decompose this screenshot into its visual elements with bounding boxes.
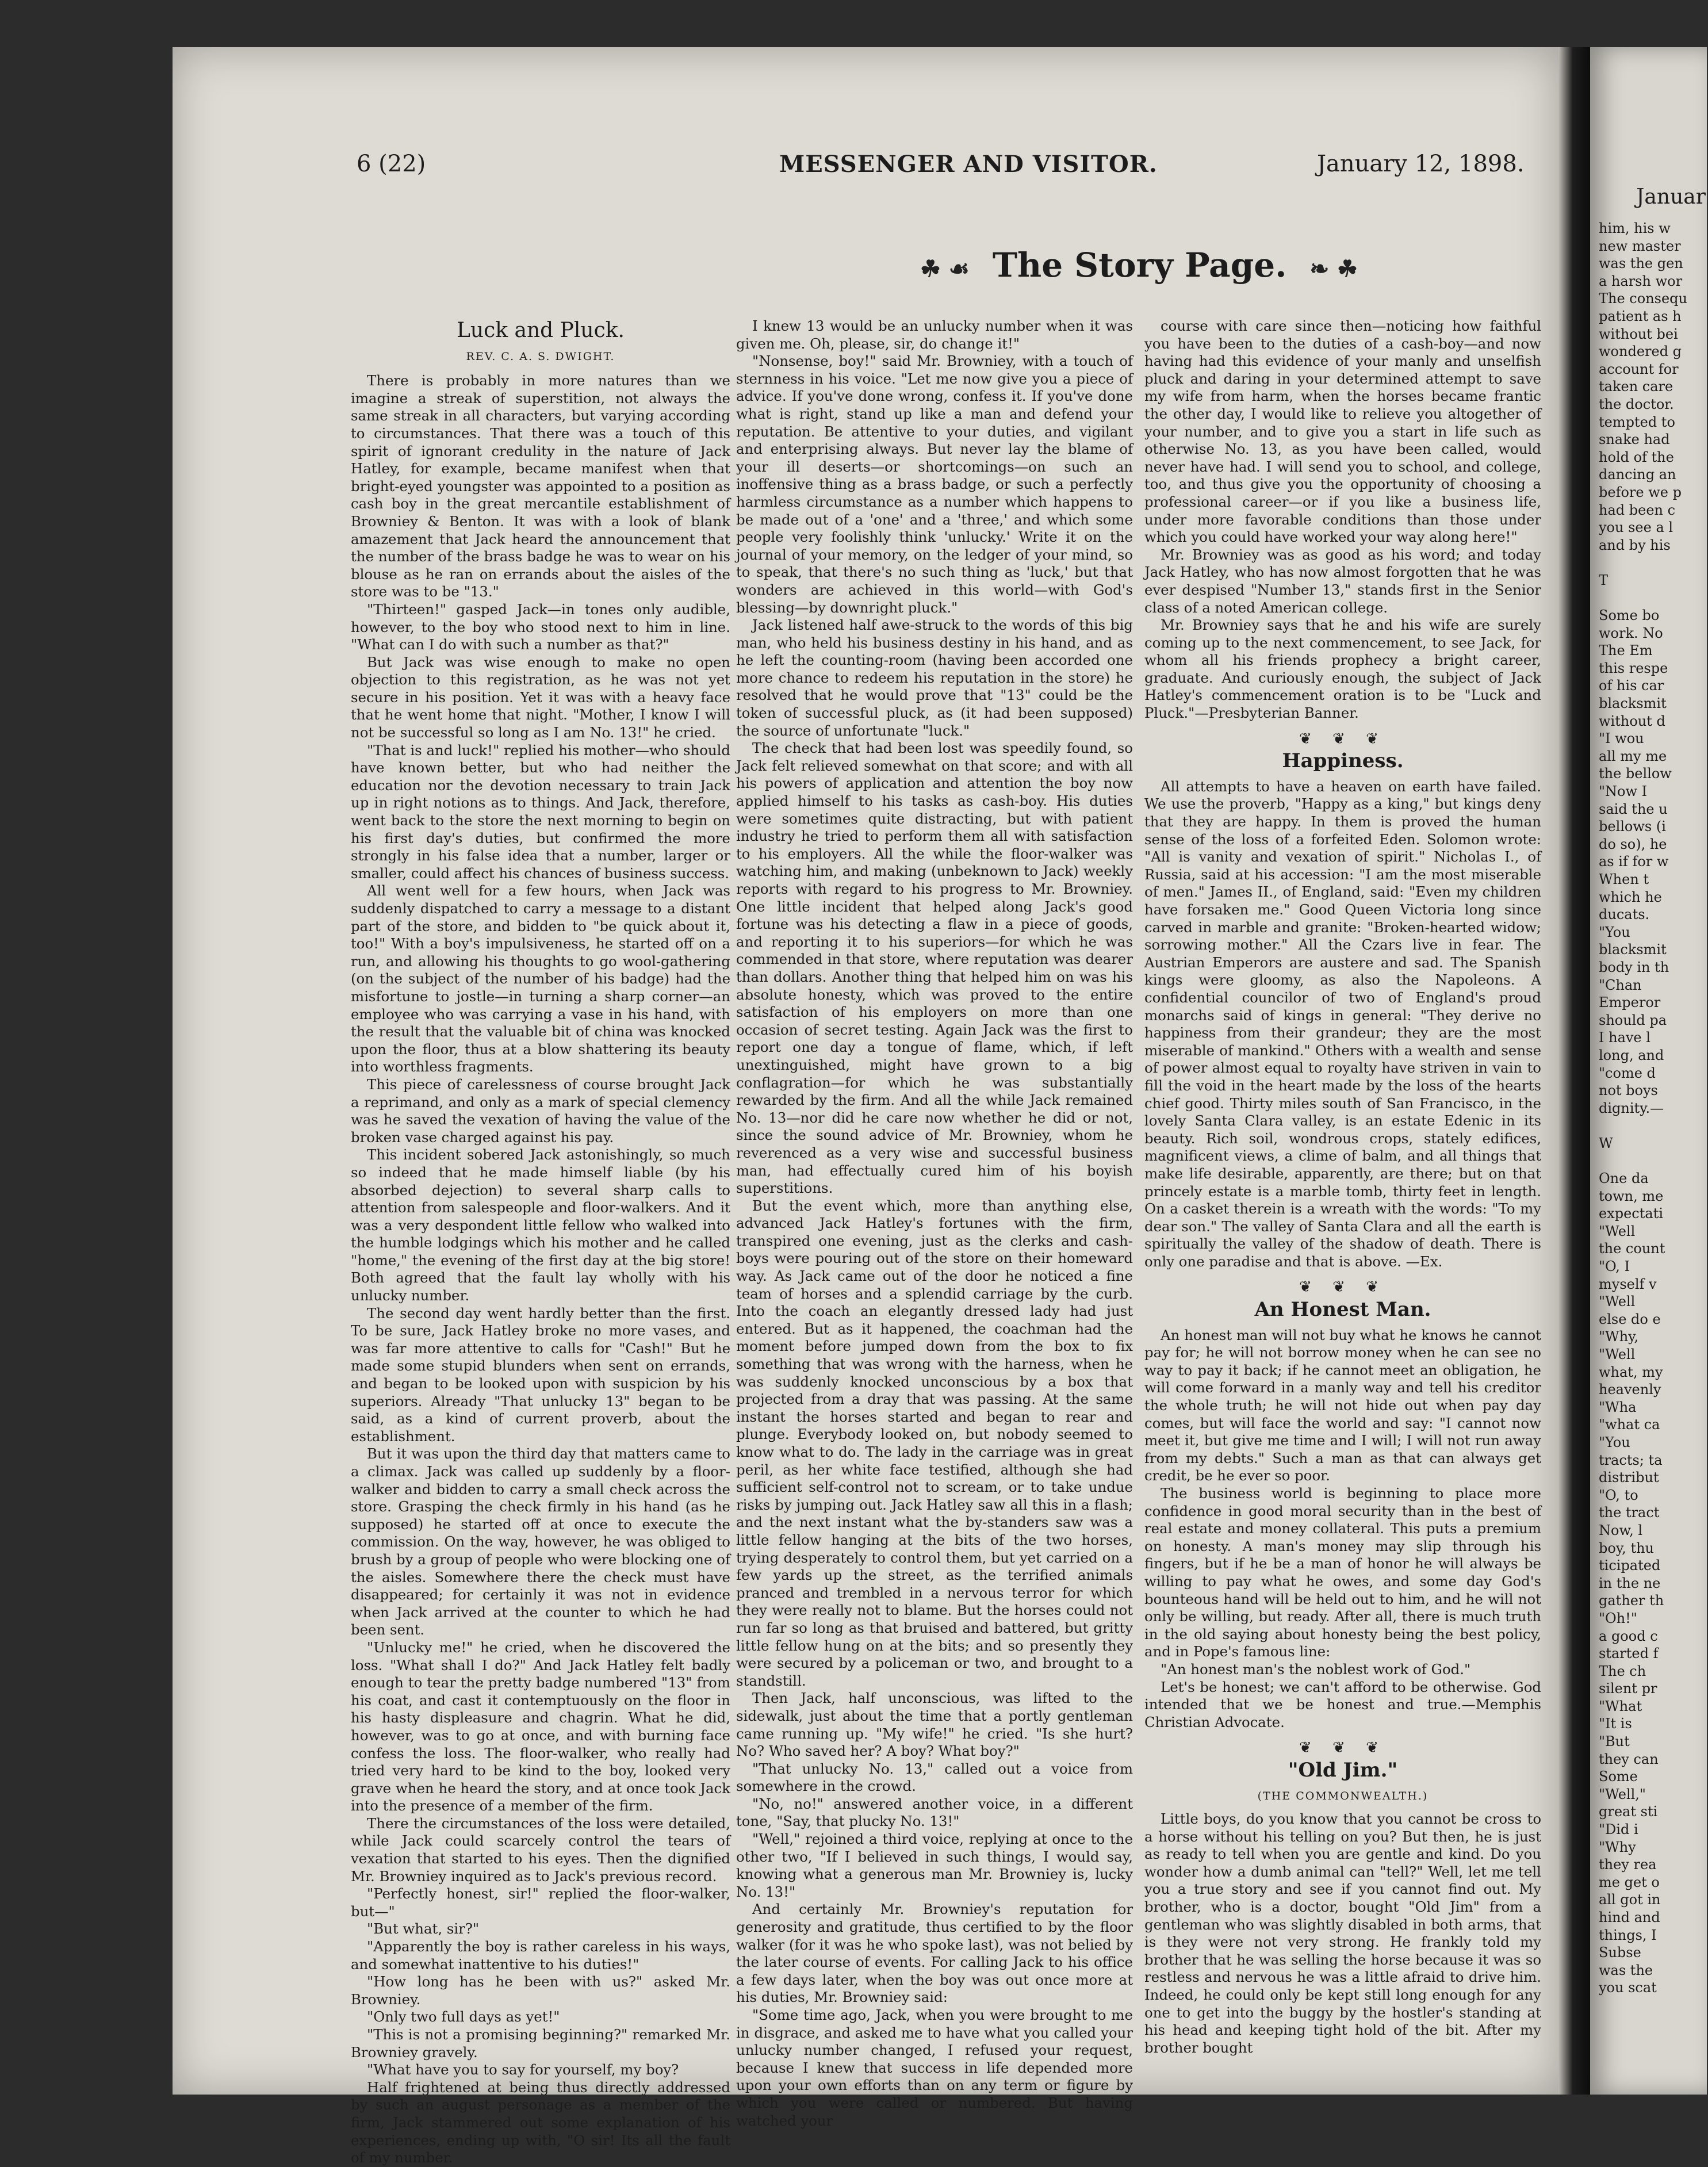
text-line-fragment: "You — [1599, 1434, 1630, 1450]
text-line-fragment: account for — [1599, 361, 1679, 377]
text-line-fragment: and by his — [1599, 537, 1671, 553]
paragraph: But Jack was wise enough to make no open objection to this registration, as he was not yet secure in his position. Yet it was with a heavy face that he went home that night. "Mother, I know I will not be successful so long as I am No. 13!" he cried. — [351, 653, 730, 741]
paragraph: "What have you to say for yourself, my boy? — [367, 2061, 679, 2078]
happiness-body — [1144, 778, 1541, 1271]
text-line-fragment: new master — [1599, 238, 1681, 254]
text-line-fragment: myself v — [1599, 1276, 1657, 1292]
text-line-fragment: said the u — [1599, 801, 1668, 817]
paragraph: This incident sobered Jack astonishingly, so much so indeed that he made himself liable (by his absorbed dejection) to several sharp calls to attention from salespeople and floor-walkers. And it was a very despondent little fellow who walked into the humble lodgings which his mother and he called "home," the evening of the first day at the big store! Both agreed that the fault lay wholly with his unlucky number. — [351, 1146, 730, 1304]
adjacent-page-text — [1599, 220, 1708, 1997]
paper-title: MESSENGER AND VISITOR. — [779, 151, 1158, 178]
text-line-fragment: Some bo — [1599, 607, 1660, 624]
text-line-fragment: do so), he — [1599, 836, 1667, 852]
text-line-fragment: The consequ — [1599, 290, 1687, 307]
paragraph: All attempts to have a heaven on earth have failed. We use the proverb, "Happy as a king," but kings deny that they are happy. In them is proved the human sense of the loss of a forfeited Eden. Solomon wrote: "All is vanity and vexation of spirit." Nicholas I., of Russia, said at his accession: "I am the most miserable of men." James II., of England, said: "Even my children have forsaken me." Good Queen Victoria long since carved in marble and granite: "Broken-hearted widow; sorrowing mother." All the Czars live in fear. The Austrian Emperors are austere and sad. The Spanish kings were gloomy, as also the Napoleons. A confidential councilor of two of England's proud monarchs said of kings in general: "They derive no happiness from their grandeur; they are the most miserable of mankind." Others with a wealth and sense of power almost equal to royalty have striven in vain to fill the void in the heart made by the loss of the hearts chief good. Thirty miles south of San Francisco, in the lovely Santa Clara valley, is an estate Edenic in its beauty. Rich soil, wondrous crops, stately edifices, magnificent views, a clime of balm, and all things that make life desirable, apparently, are there; but on that princely estate is a marble tomb, thirty feet in length. On a casket therein is a wreath with the words: "To my dear son." The valley of Santa Clara and all the earth is spiritually the valley of the shadow of death. There is only one paradise and that is above. —Ex. — [1144, 778, 1541, 1270]
paragraph: "This is not a promising beginning?" remarked Mr. Browniey gravely. — [351, 2026, 730, 2061]
text-line-fragment: ticipated — [1599, 1557, 1661, 1574]
paragraph: Jack listened half awe-struck to the words of this big man, who held his business destiny in his hand, and as he left the counting-room (having been accorded one more chance to redeem his reputation in the store) he resolved that he would prove that "13" could be the token of successful pluck, as (it had been supposed) the source of unfortunate "luck." — [736, 617, 1133, 739]
text-line-fragment: snake had — [1599, 431, 1670, 448]
text-line-fragment: "Well — [1599, 1223, 1636, 1239]
text-line-fragment: silent pr — [1599, 1680, 1657, 1697]
honest-man-body — [1144, 1327, 1541, 1732]
text-line-fragment: One da — [1599, 1170, 1649, 1187]
text-line-fragment: "O, I — [1599, 1258, 1630, 1275]
paragraph: "Some time ago, Jack, when you were brought to me in disgrace, and asked me to have what you called your unlucky number changed, I refused your request, because I knew that success in life depended more upon your own efforts than on any term or figure by which you were called or numbered. But having watched your — [736, 2007, 1133, 2129]
text-line-fragment: "Why — [1599, 1839, 1636, 1855]
paragraph: "That unlucky No. 13," called out a voice from somewhere in the crowd. — [736, 1760, 1133, 1795]
paragraph: This piece of carelessness of course brought Jack a reprimand, and only as a mark of special clemency was he saved the vexation of having the value of the broken vase charged against his pay. — [351, 1075, 730, 1146]
article-body-conclusion — [1144, 317, 1541, 722]
text-line-fragment: you see a l — [1599, 519, 1673, 536]
paragraph: I knew 13 would be an unlucky number when it was given me. Oh, please, sir, do change it!" — [736, 317, 1133, 352]
article-body-continued — [736, 317, 1133, 2130]
paragraph: "An honest man's the noblest work of God." — [1161, 1660, 1471, 1678]
text-line-fragment: as if for w — [1599, 853, 1669, 870]
text-line-fragment: expectati — [1599, 1205, 1664, 1222]
text-line-fragment: wondered g — [1599, 343, 1682, 360]
text-line-fragment: blacksmit — [1599, 941, 1667, 958]
text-line-fragment: Subse — [1599, 1944, 1641, 1961]
text-line-fragment: "Now I — [1599, 783, 1648, 799]
stars-divider: ❦ ❦ ❦ — [1299, 730, 1387, 748]
paragraph: Mr. Browniey was as good as his word; and today Jack Hatley, who has now almost forgotten that he was ever despised "Number 13," stands first in the Senior class of a noted American college. — [1144, 546, 1541, 616]
paragraph: But the event which, more than anything else, advanced Jack Hatley's fortunes with the firm, transpired one evening, just as the clerks and cash-boys were pouring out of the store on their homeward way. As Jack came out of the door he noticed a fine team of horses and a splendid carriage by the curb. Into the coach an elegantly dressed lady had just entered. But as it happened, the coachman had the moment before jumped down from the box to fix something that was wrong with the harness, when he was suddenly knocked unconscious by a box that projected from a dray that was passing. At the same instant the horses started and began to rear and plunge. Everybody looked on, but nobody seemed to know what to do. The lady in the carriage was in great peril, as her white face testified, although she had sufficient self-control not to scream, or to take undue risks by jumping out. Jack Hatley saw all this in a flash; and the next instant what the by-standers saw was a little fellow hanging at the bits of the two horses, trying desperately to control them, but yet carried on a few yards up the street, as the terrified animals pranced and trembled in a nervous terror for which they were really not to blame. But the horses could not run far so long as that bruised and battered, but gritty little fellow hung on at the bits; and so presently they were secured by a policeman or two, and brought to a standstill. — [736, 1197, 1133, 1689]
paragraph: There the circumstances of the loss were detailed, while Jack could scarcely control the tears of vexation that started to his eyes. Then the dignified Mr. Browniey inquired as to Jack's previous record. — [351, 1814, 730, 1885]
text-line-fragment: "But — [1599, 1733, 1630, 1750]
adjacent-page-header: Januar — [1636, 185, 1706, 209]
page-number: 6 (22) — [357, 151, 426, 177]
text-line-fragment: else do e — [1599, 1311, 1661, 1327]
text-line-fragment: the bellow — [1599, 765, 1672, 782]
text-line-fragment: long, and — [1599, 1047, 1664, 1063]
text-line-fragment: great sti — [1599, 1804, 1658, 1820]
text-line-fragment: heavenly — [1599, 1381, 1661, 1398]
text-line-fragment: you scat — [1599, 1980, 1657, 1996]
text-line-fragment: of his car — [1599, 677, 1664, 694]
text-line-fragment: which he — [1599, 889, 1662, 905]
text-line-fragment: town, me — [1599, 1188, 1664, 1204]
column-3 — [1144, 317, 1541, 2072]
text-line-fragment: tempted to — [1599, 414, 1675, 430]
text-line-fragment: The ch — [1599, 1663, 1646, 1679]
text-line-fragment — [1599, 1152, 1708, 1170]
text-line-fragment: distribut — [1599, 1469, 1659, 1486]
article-title-old-jim: "Old Jim." — [1288, 1758, 1398, 1782]
paragraph: All went well for a few hours, when Jack was suddenly dispatched to carry a message to a distant part of the store, and bidden to "be quick about it, too!" With a boy's impulsiveness, he started off on a run, and allowing his thoughts to go wool-gathering (on the subject of the number of his badge) had the misfortune to jostle—in turning a sharp corner—an employee who was carrying a vase in his hand, with the result that the valuable bit of china was knocked upon the floor, thus at a blow shattering its beauty into worthless fragments. — [351, 882, 730, 1075]
text-line-fragment: not boys — [1599, 1082, 1658, 1099]
text-line-fragment: The Em — [1599, 642, 1653, 659]
paragraph: The business world is beginning to place more confidence in good moral security than in the best of real estate and money collateral. This puts a premium on honesty. A man's money may slip through his fingers, but if he be a man of honor he will always be willing to pay what he owes, and some day God's bounteous hand will be held out to him, and he will not only be willing, but ready. After all, there is much truth in the old saying about honesty being the best policy, and in Pope's famous line: — [1144, 1485, 1541, 1660]
text-line-fragment: Emperor — [1599, 994, 1661, 1011]
text-line-fragment: boy, thu — [1599, 1540, 1654, 1556]
text-line-fragment: "Oh!" — [1599, 1610, 1637, 1626]
text-line-fragment: "Why, — [1599, 1328, 1639, 1345]
text-line-fragment: a good c — [1599, 1628, 1658, 1644]
text-line-fragment: started f — [1599, 1645, 1659, 1662]
newspaper-page — [173, 47, 1558, 2166]
paragraph: The second day went hardly better than the first. To be sure, Jack Hatley broke no more vases, and was far more attentive to calls for "Cash!" But he made some stupid blunders when sent on errands, and began to be looked upon with suspicion by his superiors. Already "That unlucky 13" began to be said, as a kind of current proverb, about the establishment. — [351, 1304, 730, 1445]
text-line-fragment: blacksmit — [1599, 695, 1667, 712]
text-line-fragment: they can — [1599, 1751, 1659, 1767]
column-2 — [736, 317, 1133, 2129]
paragraph: "But what, sir?" — [367, 1920, 480, 1938]
text-line-fragment: him, his w — [1599, 220, 1671, 236]
text-line-fragment: all my me — [1599, 748, 1667, 764]
text-line-fragment: "O, to — [1599, 1487, 1638, 1503]
text-line-fragment: When t — [1599, 871, 1649, 887]
text-line-fragment: without d — [1599, 713, 1665, 729]
text-line-fragment: gather th — [1599, 1592, 1664, 1609]
text-line-fragment: patient as h — [1599, 308, 1682, 324]
text-line-fragment: this respe — [1599, 660, 1668, 676]
paragraph: "Only two full days as yet!" — [367, 2008, 560, 2026]
paragraph: "Apparently the boy is rather careless in his ways, and somewhat inattentive to his duties!" — [351, 1938, 730, 1973]
text-line-fragment: was the gen — [1599, 255, 1683, 272]
clover-ornament-left: ☘ ☙ — [920, 255, 970, 282]
paragraph: "Unlucky me!" he cried, when he discovered the loss. "What shall I do?" And Jack Hatley felt badly enough to tear the pretty badge numbered "13" from his coat, and cast it contemptuously on the floor in his hasty displeasure and chagrin. What he did, however, was to go at once, and with burning face confess the loss. The floor-walker, who really had tried very hard to be kind to the boy, looked very grave when he heard the story, and at once took Jack into the presence of a member of the firm. — [351, 1638, 730, 1814]
paragraph: An honest man will not buy what he knows he cannot pay for; he will not borrow money when he can see no way to pay it back; if he cannot meet an obligation, he will come forward in a manly way and tell his creditor the whole truth; he will not hide out when pay day comes, but will face the world and say: "I cannot now meet it, but give me time and I will; I will not run away from my debts." Such a man as that can always get credit, be he ever so poor. — [1144, 1326, 1541, 1484]
text-line-fragment: bellows (i — [1599, 818, 1666, 835]
paragraph: And certainly Mr. Browniey's reputation for generosity and gratitude, thus certified to by the floor walker (for it was he who spoke last), was not belied by the later course of events. For calling Jack to his office a few days later, when the boy was out once more at his duties, Mr. Browniey said: — [736, 1901, 1133, 2006]
paragraph: "That is and luck!" replied his mother—who should have known better, but who had neither the education nor the devotion necessary to train Jack up in right notions as to things. And Jack, therefore, went back to the store the next morning to begin on his first day's duties, but confirmed the more strongly in his false idea that a number, larger or smaller, could affect his chances of business success. — [351, 741, 730, 882]
article-title-happiness: Happiness. — [1282, 749, 1404, 773]
text-line-fragment: dancing an — [1599, 466, 1676, 483]
paragraph: Half frightened at being thus directly addressed by such an august personage as a member of the firm, Jack stammered out some explanation of his experiences, ending up with, "O sir! Its all the fault of my number. — [351, 2078, 730, 2166]
text-line-fragment: work. No — [1599, 625, 1663, 641]
text-line-fragment: "come d — [1599, 1065, 1656, 1081]
paragraph: "How long has he been with us?" asked Mr. Browniey. — [351, 1973, 730, 2008]
text-line-fragment: the tract — [1599, 1504, 1660, 1521]
text-line-fragment: all got in — [1599, 1892, 1661, 1908]
text-line-fragment: "Chan — [1599, 977, 1642, 993]
stars-divider: ❦ ❦ ❦ — [1299, 1278, 1387, 1296]
page-gutter-shadow — [1558, 47, 1590, 2095]
text-line-fragment: "Wha — [1599, 1399, 1637, 1415]
text-line-fragment: "Well — [1599, 1293, 1636, 1310]
text-line-fragment — [1599, 554, 1708, 572]
text-line-fragment: had been c — [1599, 501, 1676, 518]
text-line-fragment: without bei — [1599, 326, 1678, 342]
clover-ornament-right: ❧ ☘ — [1309, 255, 1358, 282]
section-heading — [909, 246, 1369, 285]
text-line-fragment: was the — [1599, 1962, 1653, 1978]
text-line-fragment: body in th — [1599, 959, 1669, 975]
text-line-fragment: ducats. — [1599, 906, 1650, 923]
text-line-fragment: they rea — [1599, 1856, 1657, 1873]
paragraph: course with care since then—noticing how faithful you have been to the duties of a cash-boy—and now having had this evidence of your manly and unselfish pluck and daring in your determined attempt to save my wife from harm, when the horses became frantic the other day, I would like to relieve you altogether of your number, and to give you a start in life such as otherwise No. 13, as you have been called, would never have had. I will send you to school, and college, too, and thus give you the opportunity of choosing a professional career—or if you like a business life, under more favorable conditions than those under which you could have worked your way along here!" — [1144, 317, 1541, 546]
paragraph: There is probably in more natures than we imagine a streak of superstition, not always the same streak in all characters, but varying according to circumstances. That there was a touch of this spirit of ignorant credulity in the nature of Jack Hatley, for example, became manifest when that bright-eyed youngster was appointed to a position as cash boy in the great mercantile establishment of Browniey & Benton. It was with a look of blank amazement that Jack heard the announcement that the number of the brass badge he was to wear on his blouse as he ran on errands about the aisles of the store was to be "13." — [351, 372, 730, 600]
paragraph: "No, no!" answered another voice, in a different tone, "Say, that plucky No. 13!" — [736, 1795, 1133, 1830]
adjacent-page-fragment — [1590, 47, 1707, 2095]
page-header — [173, 151, 1558, 197]
paragraph: "Well," rejoined a third voice, replying at once to the other two, "If I believed in such things, I would say, knowing what a generous man Mr. Browniey is, lucky No. 13!" — [736, 1831, 1133, 1900]
text-line-fragment: "What — [1599, 1698, 1642, 1714]
issue-date: January 12, 1898. — [1317, 151, 1525, 177]
text-line-fragment: hold of the — [1599, 449, 1674, 465]
text-line-fragment: should pa — [1599, 1012, 1667, 1028]
text-line-fragment: tracts; ta — [1599, 1452, 1663, 1468]
article-source: (THE COMMONWEALTH.) — [1257, 1789, 1429, 1802]
text-line-fragment: things, I — [1599, 1927, 1657, 1943]
stars-divider: ❦ ❦ ❦ — [1299, 1739, 1387, 1757]
old-jim-body — [1144, 1810, 1541, 2057]
text-line-fragment: "Well," — [1599, 1786, 1646, 1802]
text-line-fragment: Now, l — [1599, 1522, 1643, 1538]
text-line-fragment: what, my — [1599, 1364, 1663, 1380]
paragraph: But it was upon the third day that matters came to a climax. Jack was called up suddenly by a floor-walker and bidden to carry a small check across the store. Grasping the check firmly in his hand (as he supposed) he started off at once to execute the commission. On the way, however, he was obliged to brush by a group of people who were blocking one of the aisles. Somewhere there the check must have disappeared; for certainly it was not in evidence when Jack arrived at the counter to which he had been sent. — [351, 1445, 730, 1638]
paragraph: Mr. Browniey says that he and his wife are surely coming up to the next commencement, to see Jack, for whom all his friends prophecy a bright career, graduate. And curiously enough, the subject of Jack Hatley's commencement oration is to be "Luck and Pluck."—Presbyterian Banner. — [1144, 617, 1541, 722]
text-line-fragment: me get o — [1599, 1874, 1660, 1890]
paragraph: The check that had been lost was speedily found, so Jack felt relieved somewhat on that score; and with all his powers of application and attention the boy now applied himself to his tasks as cash-boy. His duties were sometimes quite distracting, but with patient industry he tried to perform them all with satisfaction to his employers. All the while the floor-walker was watching him, and making (unbeknown to Jack) weekly reports with regard to his progress to Mr. Browniey. One little incident that helped along Jack's good fortune was his detecting a flaw in a piece of goods, and reporting it to his superiors—for which he was commended in that store, where reputation was dearer than dollars. Another thing that helped him on was his absolute honesty, which was proved to the entire satisfaction of his employers on more than one occasion of secret testing. Again Jack was the first to report one day a tongue of flame, which, if left unextinguished, might have grown to a big conflagration—for which he was substantially rewarded by the firm. And all the while Jack remained No. 13—nor did he care now whether he did or not, since the sound advice of Mr. Browniey, whom he reverenced as a very wise and successful business man, had effectually cured him of his boyish superstitions. — [736, 740, 1133, 1197]
text-line-fragment: in the ne — [1599, 1575, 1661, 1591]
text-line-fragment: taken care — [1599, 378, 1673, 395]
text-line-fragment: "Well — [1599, 1346, 1636, 1362]
article-title-luck-and-pluck: Luck and Pluck. — [457, 319, 625, 342]
text-line-fragment: the doctor. — [1599, 396, 1674, 412]
text-line-fragment — [1599, 1117, 1708, 1135]
column-1 — [351, 317, 730, 2166]
section-title: The Story Page. — [992, 246, 1287, 285]
paragraph: "Nonsense, boy!" said Mr. Browniey, with a touch of sternness in his voice. "Let me now give you a piece of advice. If you've done wrong, confess it. If you've done what is right, stand up like a man and defend your reputation. Be attentive to your duties, and vigilant and enterprising always. But never lay the blame of your ill deserts—or shortcomings—on such an inoffensive thing as a brass badge, or such a perfectly harmless circumstance as a number which happens to be made out of a 'one' and a 'three,' and which some people very foolishly think 'unlucky.' Write it on the journal of your memory, on the ledger of your mind, so to speak, that there's no such thing as 'luck,' but that wonders are achieved in this world—with God's blessing—by downright pluck." — [736, 353, 1133, 616]
text-line-fragment: "what ca — [1599, 1416, 1660, 1433]
text-line-fragment: "It is — [1599, 1716, 1632, 1732]
article-body — [351, 372, 730, 2167]
text-line-fragment: "You — [1599, 924, 1630, 940]
text-line-fragment: Some — [1599, 1768, 1638, 1785]
text-line-fragment: I have l — [1599, 1029, 1650, 1046]
paragraph: Little boys, do you know that you cannot be cross to a horse without his telling on you? But then, he is just as ready to tell when you are gentle and kind. Do you wonder how a dumb animal can "tell?" Well, let me tell you a true story and see if you cannot find out. My brother, who is a doctor, bought "Old Jim" from a gentleman who was slightly disabled in both arms, that is they were not very strong. He frankly told my brother that he was selling the horse because it was so restless and nervous he was a little afraid to drive him. Indeed, he could only be kept still long enough for any one to get into the buggy by the hostler's standing at his head and keeping tight hold of the bit. After my brother bought — [1144, 1810, 1541, 2056]
text-line-fragment: T — [1599, 572, 1609, 588]
paragraph: "Thirteen!" gasped Jack—in tones only audible, however, to the boy who stood next to him in line. "What can I do with such a number as that?" — [351, 600, 730, 653]
text-line-fragment: the count — [1599, 1241, 1665, 1257]
text-line-fragment: a harsh wor — [1599, 273, 1683, 289]
text-line-fragment: W — [1599, 1135, 1613, 1151]
text-line-fragment: before we p — [1599, 484, 1682, 500]
text-line-fragment: dignity.— — [1599, 1100, 1664, 1116]
text-line-fragment: "I wou — [1599, 730, 1644, 747]
article-byline: REV. C. A. S. DWIGHT. — [466, 350, 615, 363]
text-line-fragment: hind and — [1599, 1909, 1660, 1925]
article-title-honest-man: An Honest Man. — [1254, 1298, 1431, 1322]
text-line-fragment: "Did i — [1599, 1821, 1638, 1838]
paragraph: Then Jack, half unconscious, was lifted to the sidewalk, just about the time that a portly gentleman came running up. "My wife!" he cried. "Is she hurt? No? Who saved her? A boy? What boy?" — [736, 1690, 1133, 1760]
paragraph: Let's be honest; we can't afford to be otherwise. God intended that we be honest and true.—Memphis Christian Advocate. — [1144, 1678, 1541, 1730]
paragraph: "Perfectly honest, sir!" replied the floor-walker, but—" — [351, 1885, 730, 1920]
text-line-fragment — [1599, 589, 1708, 607]
